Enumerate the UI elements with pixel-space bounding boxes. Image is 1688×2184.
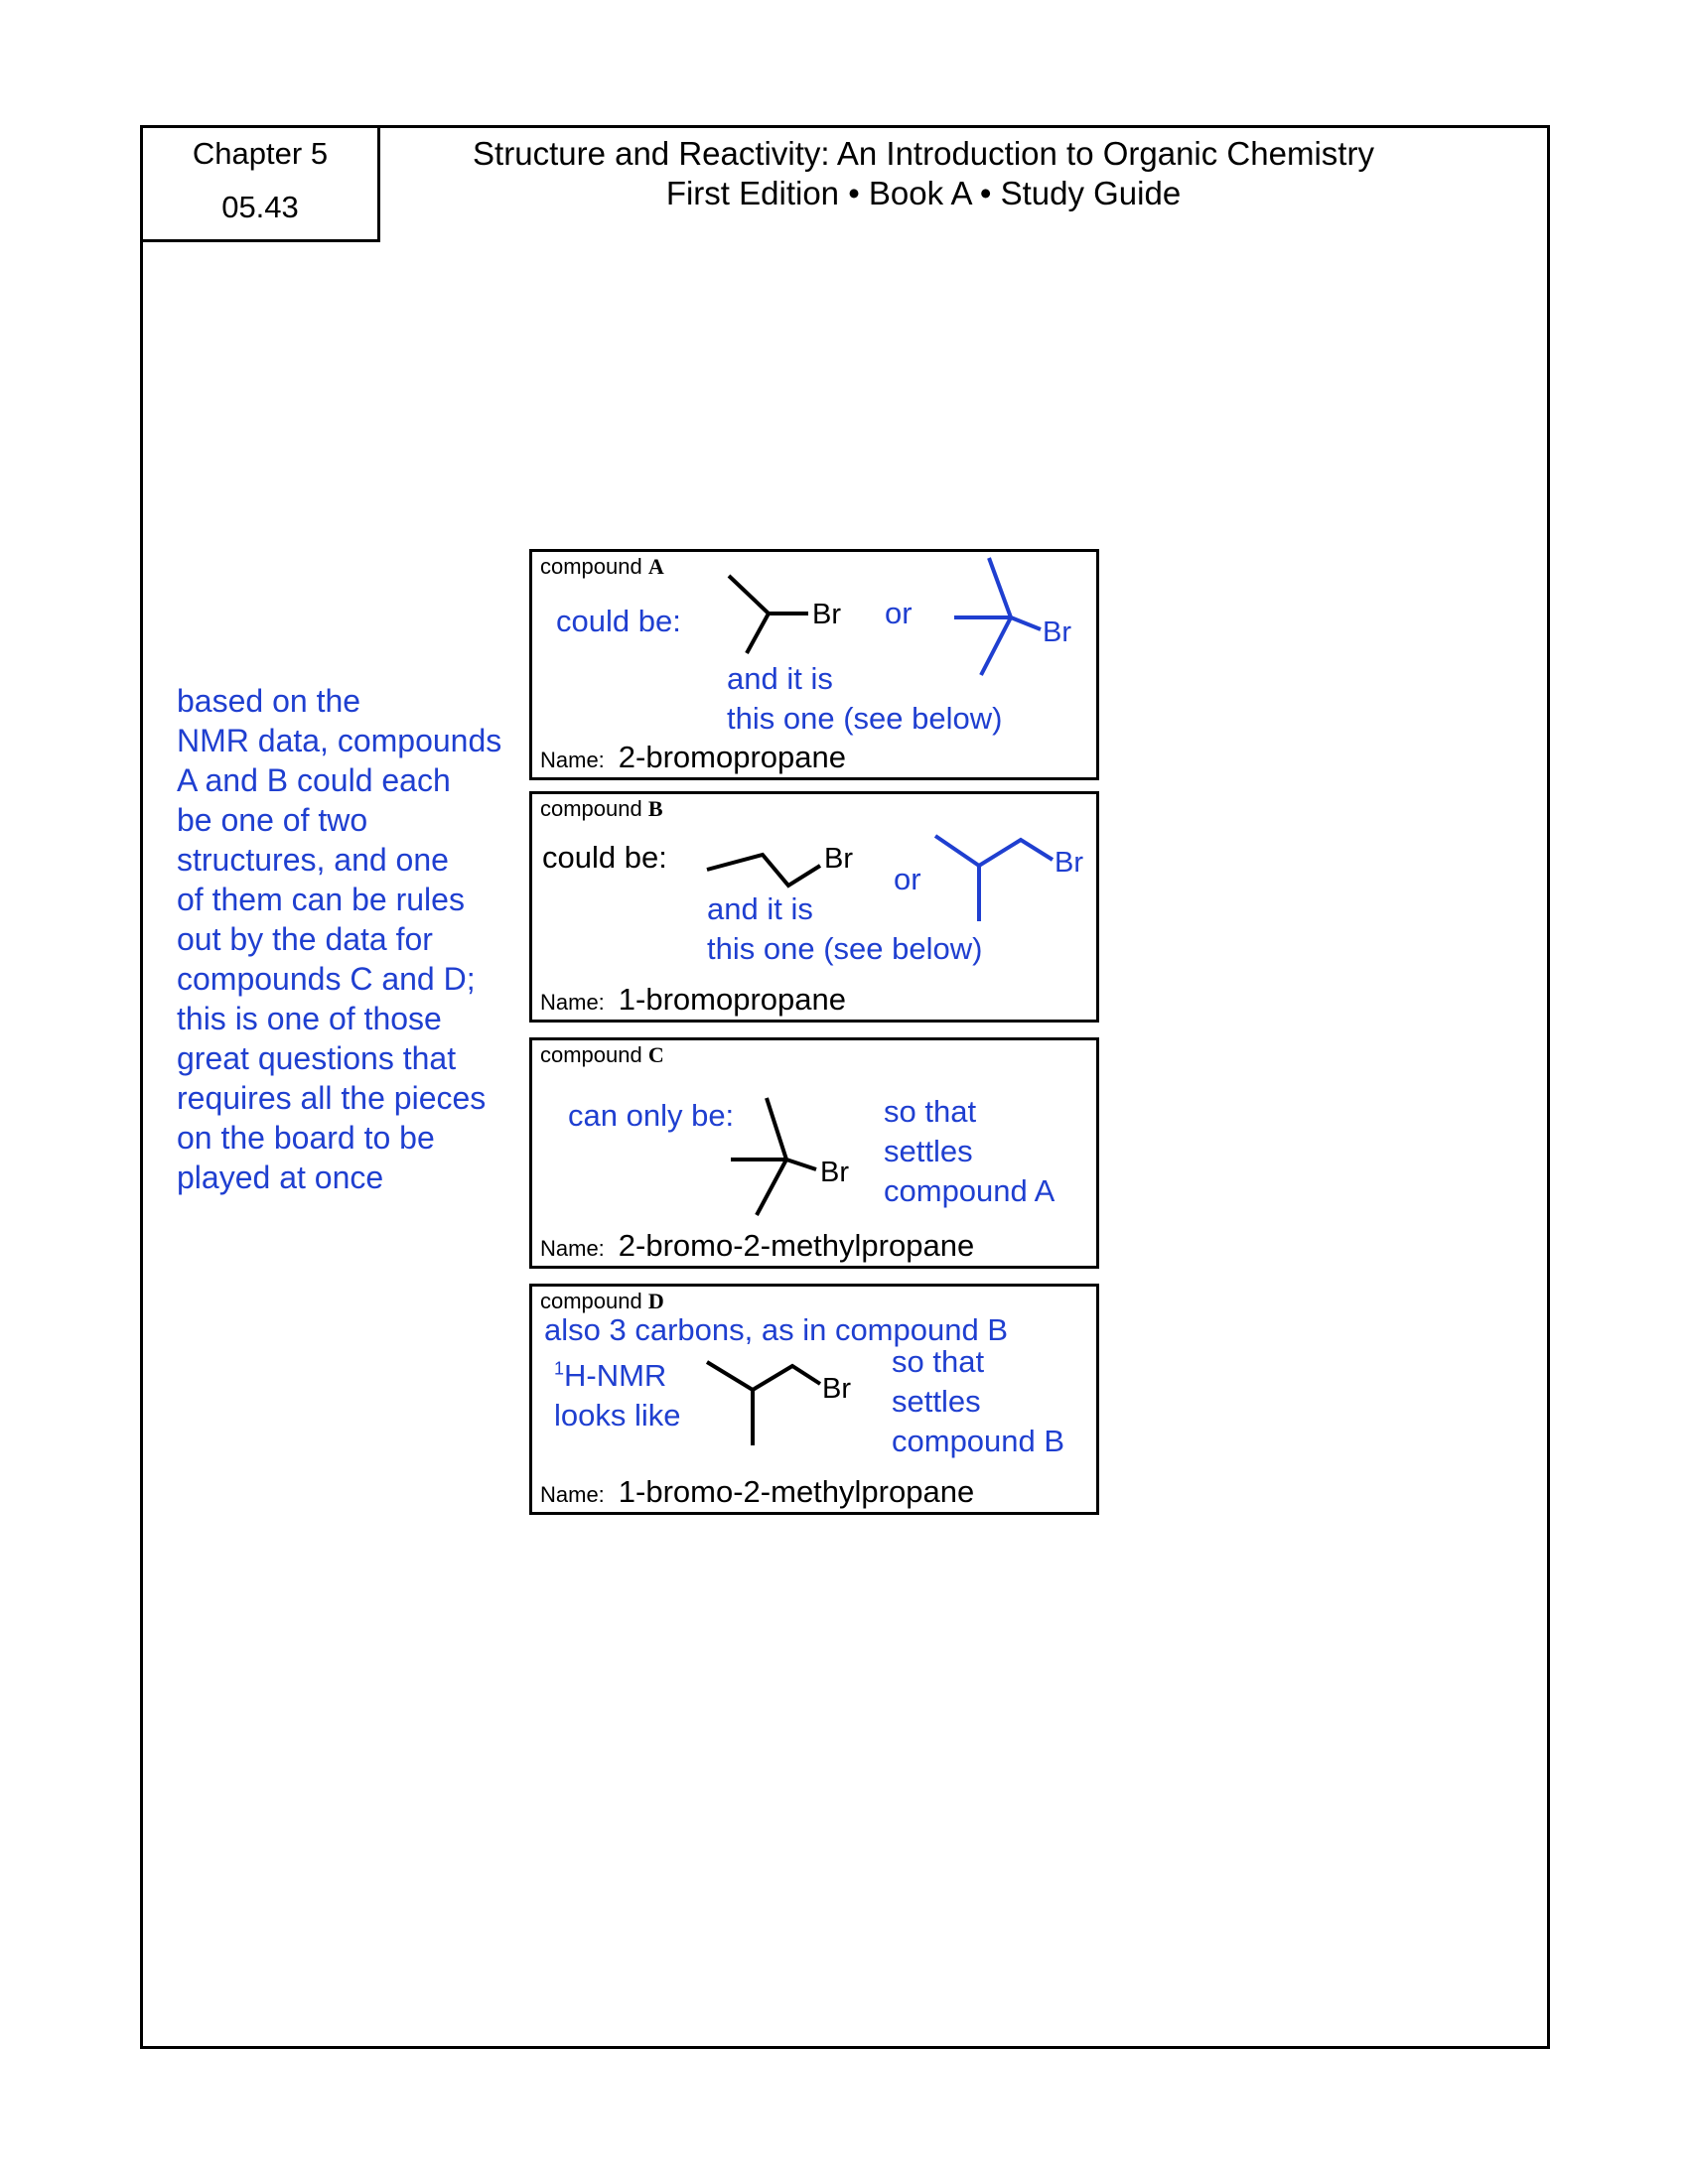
and-it-is-note: and it is xyxy=(727,661,833,696)
bromine-atom: Br xyxy=(824,843,853,875)
this-one-note: this one (see below) xyxy=(727,701,1003,736)
three-carbons-note: also 3 carbons, as in compound B xyxy=(544,1312,1008,1347)
compound-label: compound D xyxy=(540,1289,664,1313)
compound-c-box xyxy=(529,1037,1099,1269)
could-be-note: could be: xyxy=(542,840,667,875)
could-be-note: could be: xyxy=(556,604,681,638)
or-label: or xyxy=(885,596,913,630)
side-note-line: on the board to be xyxy=(177,1120,435,1156)
settles-note: settles xyxy=(892,1384,981,1419)
settles-note: settles xyxy=(884,1134,973,1168)
problem-number: 05.43 xyxy=(221,190,299,224)
compound-a-box xyxy=(529,549,1099,780)
compound-name: Name: 1-bromopropane xyxy=(540,982,846,1017)
side-note xyxy=(177,681,534,1197)
so-that-note: so that xyxy=(892,1344,985,1379)
compound-name: Name: 1-bromo-2-methylpropane xyxy=(540,1474,975,1509)
compound-d-box xyxy=(529,1284,1099,1515)
nmr-note: $^1$H-NMR xyxy=(554,1358,667,1393)
can-only-be-note: can only be: xyxy=(568,1098,735,1133)
compound-name: Name: 2-bromo-2-methylpropane xyxy=(540,1228,975,1263)
side-note-line: A and B could each xyxy=(177,762,451,798)
side-note-line: based on the xyxy=(177,683,361,719)
compound-label: compound A xyxy=(540,554,664,579)
compound-label: compound B xyxy=(540,796,663,821)
chapter-label: Chapter 5 xyxy=(192,136,329,171)
compound-a-note: compound A xyxy=(884,1173,1055,1208)
side-note-line: be one of two xyxy=(177,802,368,838)
bromine-atom: Br xyxy=(820,1157,849,1188)
compound-b-note: compound B xyxy=(892,1424,1065,1458)
side-note-line: this is one of those xyxy=(177,1001,442,1036)
or-label: or xyxy=(894,862,921,896)
chapter-box xyxy=(140,125,380,242)
side-note-line: played at once xyxy=(177,1160,384,1195)
book-subtitle: First Edition • Book A • Study Guide xyxy=(665,175,1182,211)
book-title: Structure and Reactivity: An Introduction to Organic Chemistry xyxy=(473,135,1374,172)
and-it-is-note: and it is xyxy=(707,891,813,926)
compound-name: Name: 2-bromopropane xyxy=(540,740,846,774)
so-that-note: so that xyxy=(884,1094,977,1129)
bromine-atom: Br xyxy=(1055,847,1083,879)
compound-label: compound C xyxy=(540,1042,664,1067)
side-note-line: structures, and one xyxy=(177,842,449,878)
side-note-line: of them can be rules xyxy=(177,882,465,917)
bromine-atom: Br xyxy=(822,1373,851,1405)
bromine-atom: Br xyxy=(812,599,841,630)
looks-like-note: looks like xyxy=(554,1398,681,1433)
compound-b-box xyxy=(529,791,1099,1023)
this-one-note: this one (see below) xyxy=(707,931,983,966)
side-note-line: compounds C and D; xyxy=(177,961,476,997)
side-note-line: NMR data, compounds xyxy=(177,723,502,758)
side-note-line: out by the data for xyxy=(177,921,433,957)
bromine-atom: Br xyxy=(1043,616,1071,648)
side-note-line: requires all the pieces xyxy=(177,1080,487,1116)
side-note-line: great questions that xyxy=(177,1040,457,1076)
